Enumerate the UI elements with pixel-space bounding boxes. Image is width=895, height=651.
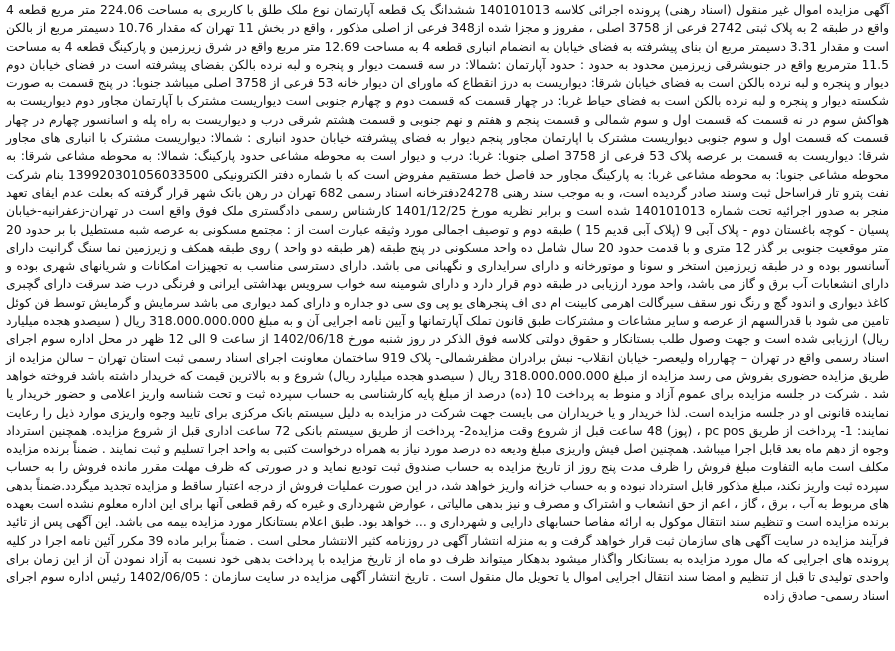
auction-notice-text: آگهی مزایده اموال غیر منقول (اسناد رهنی) پرونده اجرائی کلاسه 140101013 ششدانگ یک قطعه آپارتمان نوع ملک طلق با کاربری به مساحت 224.06 متر مربع قطعه 4 واقع در طبقه 2 به پلاک ثبتی 2742 فرعی از 3758 اصلی ، مفروز و مجزا شده از348 فرعی از اصلی مذکور ، واقع در بخش 11 تهران که مقدار 10.76 دسیمتر مربع از بالکن است و مقدار 3.31 دسیمتر مربع ان بنای پیشرفته به فضای خیابان به انضمام انباری قطعه 4 به مساحت 12.69 متر مربع واقع در شرق زیرزمین و پارکینگ قطعه 4 به مساحت 11.5 مترمربع واقع در جنوبشرقی زیرزمین محدود به حدود : حدود آپارتمان :شمالا: در سه قسمت دیوار و پنجره و لبه نرده بالکن بفضای پیشرفته است در فضای خیابان دوم دیوار و پنجره و لبه نرده بالکن است به فضای خیابان شرقا: دیواریست به درز انقطاع که ماورای ان دیوار خانه 53 فرعی از 3758 اصلی میباشد جنوبا: در پنج قسمت به صورت شکسته دیوار و پنجره و لبه نرده بالکن است به فضای حیاط غربا: در چهار قسمت که قسمت دوم و چهارم جنوبی است دیواریست مشترک با آپارتمان مجاور دوم دیواریست به هواکش سوم در نه قسمت که قسمت اول و سوم شمالی و قسمت پنجم و هفتم و نهم جنوبی و قسمت هشتم شرقی درب و دیواریست به راه پله و اسانسور چهارم در چهار قسمت که قسمت اول و سوم جنوبی دیواریست مشترک با اپارتمان مجاور پنجم دیوار به فضای پیشرفته خیابان حدود انباری : شمالا: دیواریست مشترک با انباری های مجاور شرقا: دیواریست به قسمت بر عرصه پلاک 53 فرعی از 3758 اصلی جنوبا: غربا: درب و دیوار است به محوطه مشاعی حدود پارکینگ: شمالا: به محوطه مشاعی شرقا: به محوطه مشاعی جنوبا: به محوطه مشاعی غربا: به پارکینگ مجاور حد فاصل خط مستقیم مفروض است که با شماره دفتر الکترونیکی 139920301056033500 بنام شرکت نفت پترو تار فراساحل ثبت وسند صادر گردیده است، و به موجب سند رهنی 24278دفترخانه اسناد رسمی 682 تهران در رهن بانک شهر قرار گرفته که بعلت عدم ایفای تعهد منجر به صدور اجرائیه تحت شماره 140101013 شده است و برابر نظریه مورخ 1401/12/25 کارشناس رسمی دادگستری ملک فوق واقع است در تهران-زعفرانیه-خیابان پسیان - کوچه باغستان دوم - پلاک آبی 9 (پلاک آبی قدیم 15 ) طبقه دوم و توصیف اجمالی مورد وثیقه عبارت است از : مجتمع مسکونی به عرصه شبه مستطیل با بر حدود 20 متر موقعیت جنوبی بر گذر 12 متری و با قدمت حدود 20 سال شامل ده واحد مسکونی در پنج طبقه (هر طبقه دو واحد ) روی طبقه همکف و زیرزمین نما سنگ گرانیت دارای آسانسور بوده و در طبقه زیرزمین استخر و سونا و موتورخانه و دارای سرایداری و نگهبانی می باشد. دارای دسترسی مناسب به تجهیزات امکانات و شریانهای شهری بوده و دارای انشعابات آب برق و گاز می باشد، واحد مورد ارزیابی در طبقه دوم قرار دارد و دارای شومینه سه خواب سرویس بهداشتی ایرانی و فرنگی درب ضد سرقت دارای گچبری کاغذ دیواری و اندود گچ و رنگ نور سقف سیرگالت اهرمی کابینت ام دی اف پنجرهای یو پی وی سی دو جداره و دارای کمد دیواری می باشد سرمایش و گرمایش توسط فن کوئل تامین می شود با قدرالسهم از عرصه و سایر مشاعات و مشترکات طبق قانون تملک آپارتمانها و آیین نامه اجرایی آن و به مبلغ 318.000.000.000 ریال ( سیصدو هجده میلیارد ریال) ارزیابی شده است و جهت وصول طلب بستانکار و حقوق دولتی کلاسه فوق الذکر در روز شنبه مورخ 1402/06/18 از ساعت 9 الی 12 ظهر در محل اداره سوم اجرای اسناد رسمی واقع در تهران – چهارراه ولیعصر- خیابان انقلاب- نبش برادران مظفرشمالی- پلاک 919 ساختمان معاونت اجرای اسناد رسمی ثبت استان تهران – سالن مزایده از طریق مزایده حضوری بفروش می رسد مزایده از مبلغ 318.000.000.000 ریال ( سیصدو هجده میلیارد ریال) شروع و به بالاترین قیمت که خریدار داشته باشد فروخته خواهد شد . شرکت در جلسه مزایده برای عموم آزاد و منوط به پرداخت 10 (ده) درصد از مبلغ پایه کارشناسی به حساب سپرده ثبت و تحت شناسه واریز اعلامی و حضور خریدار یا نماینده قانونی او در جلسه مزایده است. لذا خریدار و یا خریداران می بایست جهت شرکت در مزایده به دلیل سیستم بانک مرکزی برای تایید وجوه واریزی موارد ذیل را رعایت نمایند: 1- پرداخت از طریق pc pos ، (پوز) 48 ساعت قبل از شروع وقت مزایده2- پرداخت از طریق سیستم بانکی 72 ساعت اداری قبل از شروع مزایده. همچنین استرداد وجوه از دهم ماه بعد قابل اجرا میباشد. همچنین اصل فیش واریزی مبلغ ودیعه ده درصد مورد نیاز به همراه درخواست کتبی به واحد اجرا تسلیم و ثبت نمایند . ضمناً برنده مزایده مکلف است مابه التفاوت مبلغ فروش را ظرف مدت پنج روز از تاریخ مزایده به حساب صندوق ثبت تودیع نماید و در صورتی که ظرف مهلت مقرر مانده فروش را به حساب سپرده ثبت واریز نکند، مبلغ مذکور قابل استرداد نبوده و به حساب خزانه واریز خواهد شد، در این صورت عملیات فروش از درجه اعتبار ساقط و مزایده تجدید میگردد.ضمناً بدهی های مربوط به آب ، برق ، گاز ، اعم از حق انشعاب و اشتراک و مصرف و نیز بدهی مالیاتی ، عوارض شهرداری و غیره که رقم قطعی آنها برای این اداره معلوم نشده است بعهده برنده مزایده است و تنظیم سند انتقال موکول به ارائه مفاصا حسابهای دارایی و شهرداری و ... خواهد بود. طبق اعلام بستانکار مورد مزایده بیمه می باشد. این آگهی پس از تائید فرآیند مزایده در سایت آگهی های سازمان ثبت قرار خواهد گرفت و به منزله انتشار آگهی در روزنامه کثیر الانتشار محلی است . ضمناً برابر ماده 39 مکرر آئین نامه اجرا در کلیه پرونده های اجرایی که مال مورد مزایده به بستانکار واگذار میشود بدهکار میتواند ظرف دو ماه از تاریخ مزایده با پرداخت بدهی خود نسبت به آزاد نمودن آن از این زمان برای واحدی تولیدی تا قبل از تنظیم و امضا سند انتقال اجرایی اموال یا تحویل مال منقول است . تاریخ انتشار آگهی مزایده در سایت سازمان : 1402/06/05 رئیس اداره سوم اجرای اسناد رسمی- صادق زاده [6, 3, 890, 603]
